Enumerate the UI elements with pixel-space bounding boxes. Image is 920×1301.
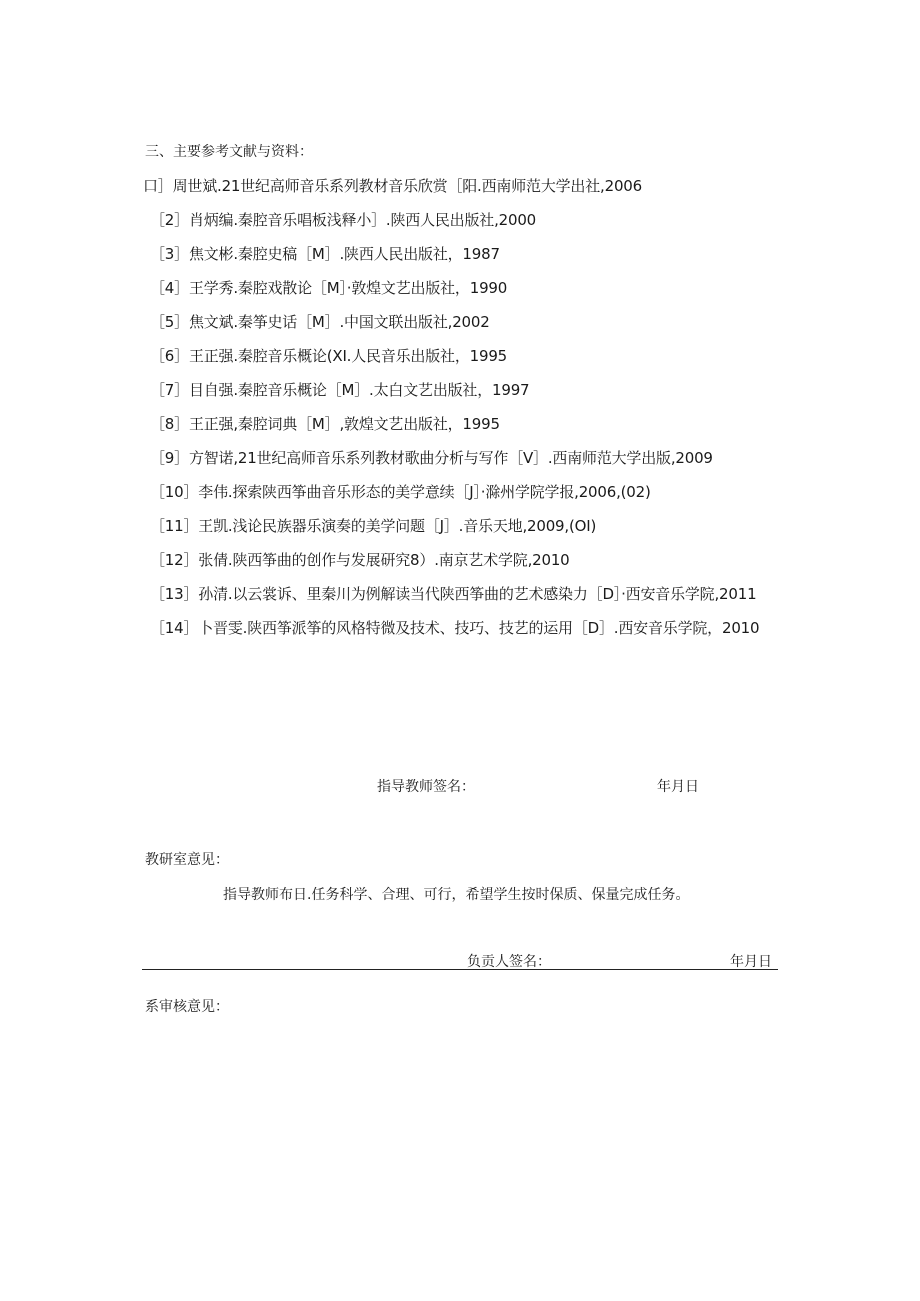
responsible-signature-label: 负贡人签名： bbox=[467, 954, 551, 970]
reference-item: ［11］王凯.浅论民族器乐演奏的美学问题［J］.音乐天地,2009,(OI) bbox=[150, 517, 597, 535]
reference-item: ［8］王正强,秦腔词典［M］,敦煌文艺出版社，1995 bbox=[150, 415, 500, 433]
dept-opinion-text: 指导教师布日.任务科学、合理、可行，希望学生按时保质、保量完成任务。 bbox=[223, 887, 690, 903]
reference-item: ［5］焦文斌.秦筝史话［M］.中国文联出版社,2002 bbox=[150, 313, 490, 331]
reference-item: ［9］方智诺,21世纪高师音乐系列教材歌曲分析与写作［V］.西南师范大学出版,2009 bbox=[150, 449, 713, 467]
divider-line bbox=[142, 969, 778, 970]
dept-review-label: 系审核意见： bbox=[145, 999, 229, 1015]
reference-item: 口］周世斌.21世纪高师音乐系列教材音乐欣赏［阳.西南师范大学出社,2006 bbox=[143, 177, 642, 195]
reference-item: ［4］王学秀.秦腔戏散论［M］·敦煌文艺出版社，1990 bbox=[150, 279, 508, 297]
advisor-signature-label: 指导教师签名： bbox=[377, 779, 475, 795]
responsible-date-label: 年月日 bbox=[730, 954, 772, 970]
reference-item: ［13］孙清.以云裳诉、里秦川为例解读当代陕西筝曲的艺术感染力［D］·西安音乐学院,2011 bbox=[150, 585, 757, 603]
reference-item: ［6］王正强.秦腔音乐概论(XI.人民音乐出版社，1995 bbox=[150, 347, 508, 365]
references-heading: 三、主要参考文献与资料： bbox=[145, 144, 313, 160]
reference-item: ［14］卜晋雯.陕西筝派筝的风格特微及技术、技巧、技艺的运用［D］.西安音乐学院，2010 bbox=[150, 619, 760, 637]
reference-item: ［2］肖炳编.秦腔音乐唱板浅释小］.陕西人民出版社,2000 bbox=[150, 211, 537, 229]
reference-item: ［7］目自强.秦腔音乐概论［M］.太白文艺出版社，1997 bbox=[150, 381, 530, 399]
reference-item: ［10］李伟.探索陕西筝曲音乐形态的美学意续［J］·滁州学院学报,2006,(02) bbox=[150, 483, 651, 501]
reference-item: ［3］焦文彬.秦腔史稿［M］.陕西人民出版社，1987 bbox=[150, 245, 500, 263]
reference-item: ［12］张倩.陕西筝曲的创作与发展研究8）.南京艺术学院,2010 bbox=[150, 551, 570, 569]
dept-opinion-label: 教研室意见： bbox=[145, 852, 229, 868]
advisor-date-label: 年月日 bbox=[657, 779, 699, 795]
